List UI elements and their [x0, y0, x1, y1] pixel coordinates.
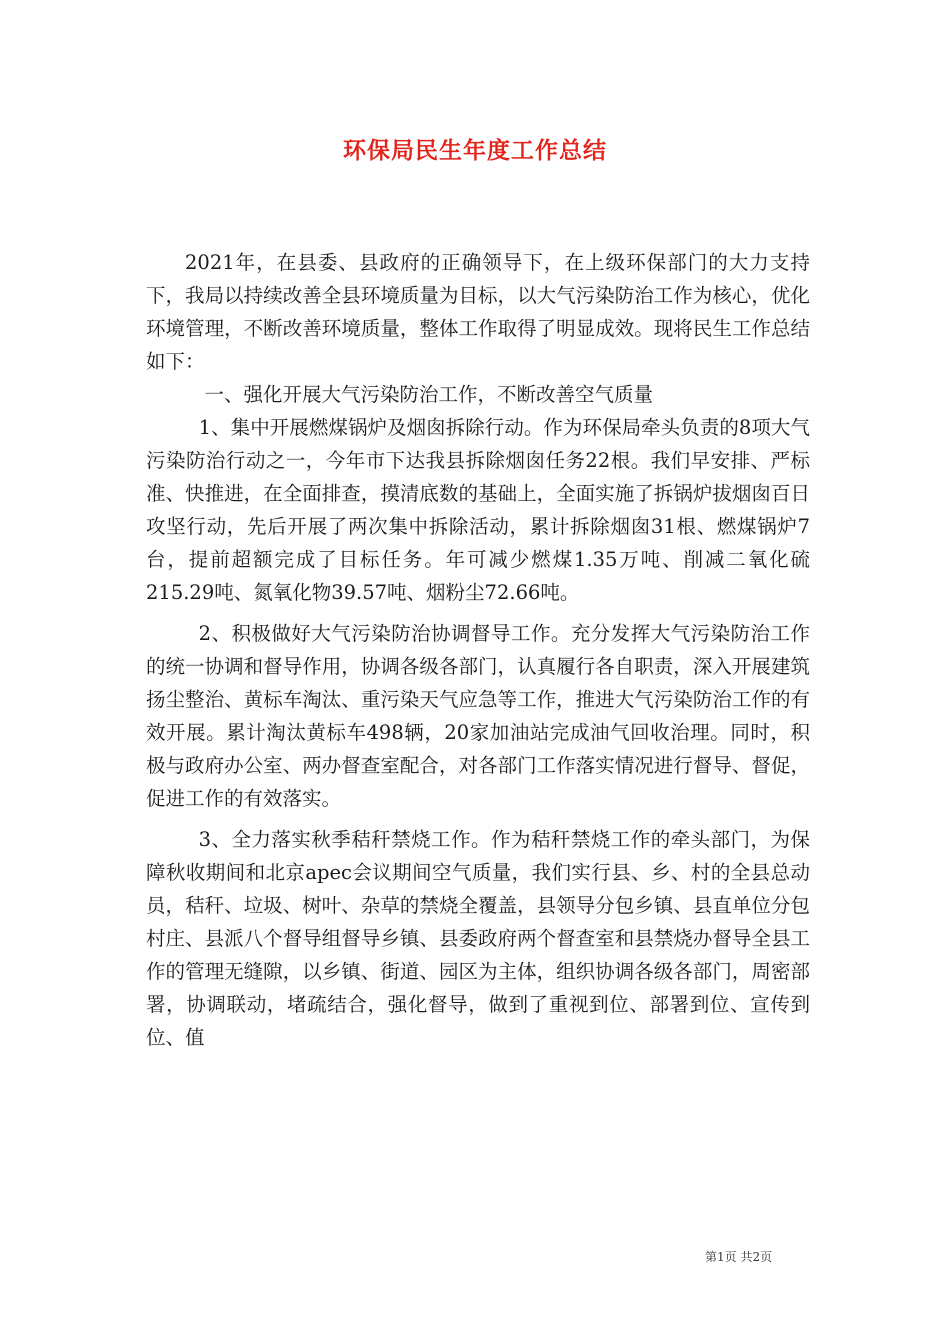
section-heading-1: 一、强化开展大气污染防治工作，不断改善空气质量 — [204, 383, 654, 406]
document-title: 环保局民生年度工作总结 — [343, 137, 607, 164]
intro-paragraph: 2021年，在县委、县政府的正确领导下，在上级环保部门的大力支持下，我局以持续改善全县环境质量为目标，以大气污染防治工作为核心，优化环境管理，不断改善环境质量，整体工作取得了明显成效。现将民生工作总结如下： — [146, 251, 810, 373]
paragraph-item-3: 3、全力落实秋季秸秆禁烧工作。作为秸秆禁烧工作的牵头部门，为保障秋收期间和北京apec会议期间空气质量，我们实行县、乡、村的全县总动员，秸秆、垃圾、树叶、杂草的禁烧全覆盖，县领导分包乡镇、县直单位分包村庄、县派八个督导组督导乡镇、县委政府两个督查室和县禁烧办督导全县工作的管理无缝隙，以乡镇、街道、园区为主体，组织协调各级各部门，周密部署，协调联动，堵疏结合，强化督导，做到了重视到位、部署到位、宣传到位、值 — [146, 828, 810, 1049]
paragraph-item-2: 2、积极做好大气污染防治协调督导工作。充分发挥大气污染防治工作的统一协调和督导作用，协调各级各部门，认真履行各自职责，深入开展建筑扬尘整治、黄标车淘汰、重污染天气应急等工作，推进大气污染防治工作的有效开展。累计淘汰黄标车498辆，20家加油站完成油气回收治理。同时，积极与政府办公室、两办督查室配合，对各部门工作落实情况进行督导、督促，促进工作的有效落实。 — [146, 622, 810, 810]
page-number: 第1页 共2页 — [705, 1250, 773, 1264]
document-body — [146, 246, 810, 1054]
paragraph-item-1: 1、集中开展燃煤锅炉及烟囱拆除行动。作为环保局牵头负责的8项大气污染防治行动之一，今年市下达我县拆除烟囱任务22根。我们早安排、严标准、快推进，在全面排查，摸清底数的基础上，全面实施了拆锅炉拔烟囱百日攻坚行动，先后开展了两次集中拆除活动，累计拆除烟囱31根、燃煤锅炉7台，提前超额完成了目标任务。年可减少燃煤1.35万吨、削减二氧化硫215.29吨、氮氧化物39.57吨、烟粉尘72.66吨。 — [146, 416, 810, 604]
